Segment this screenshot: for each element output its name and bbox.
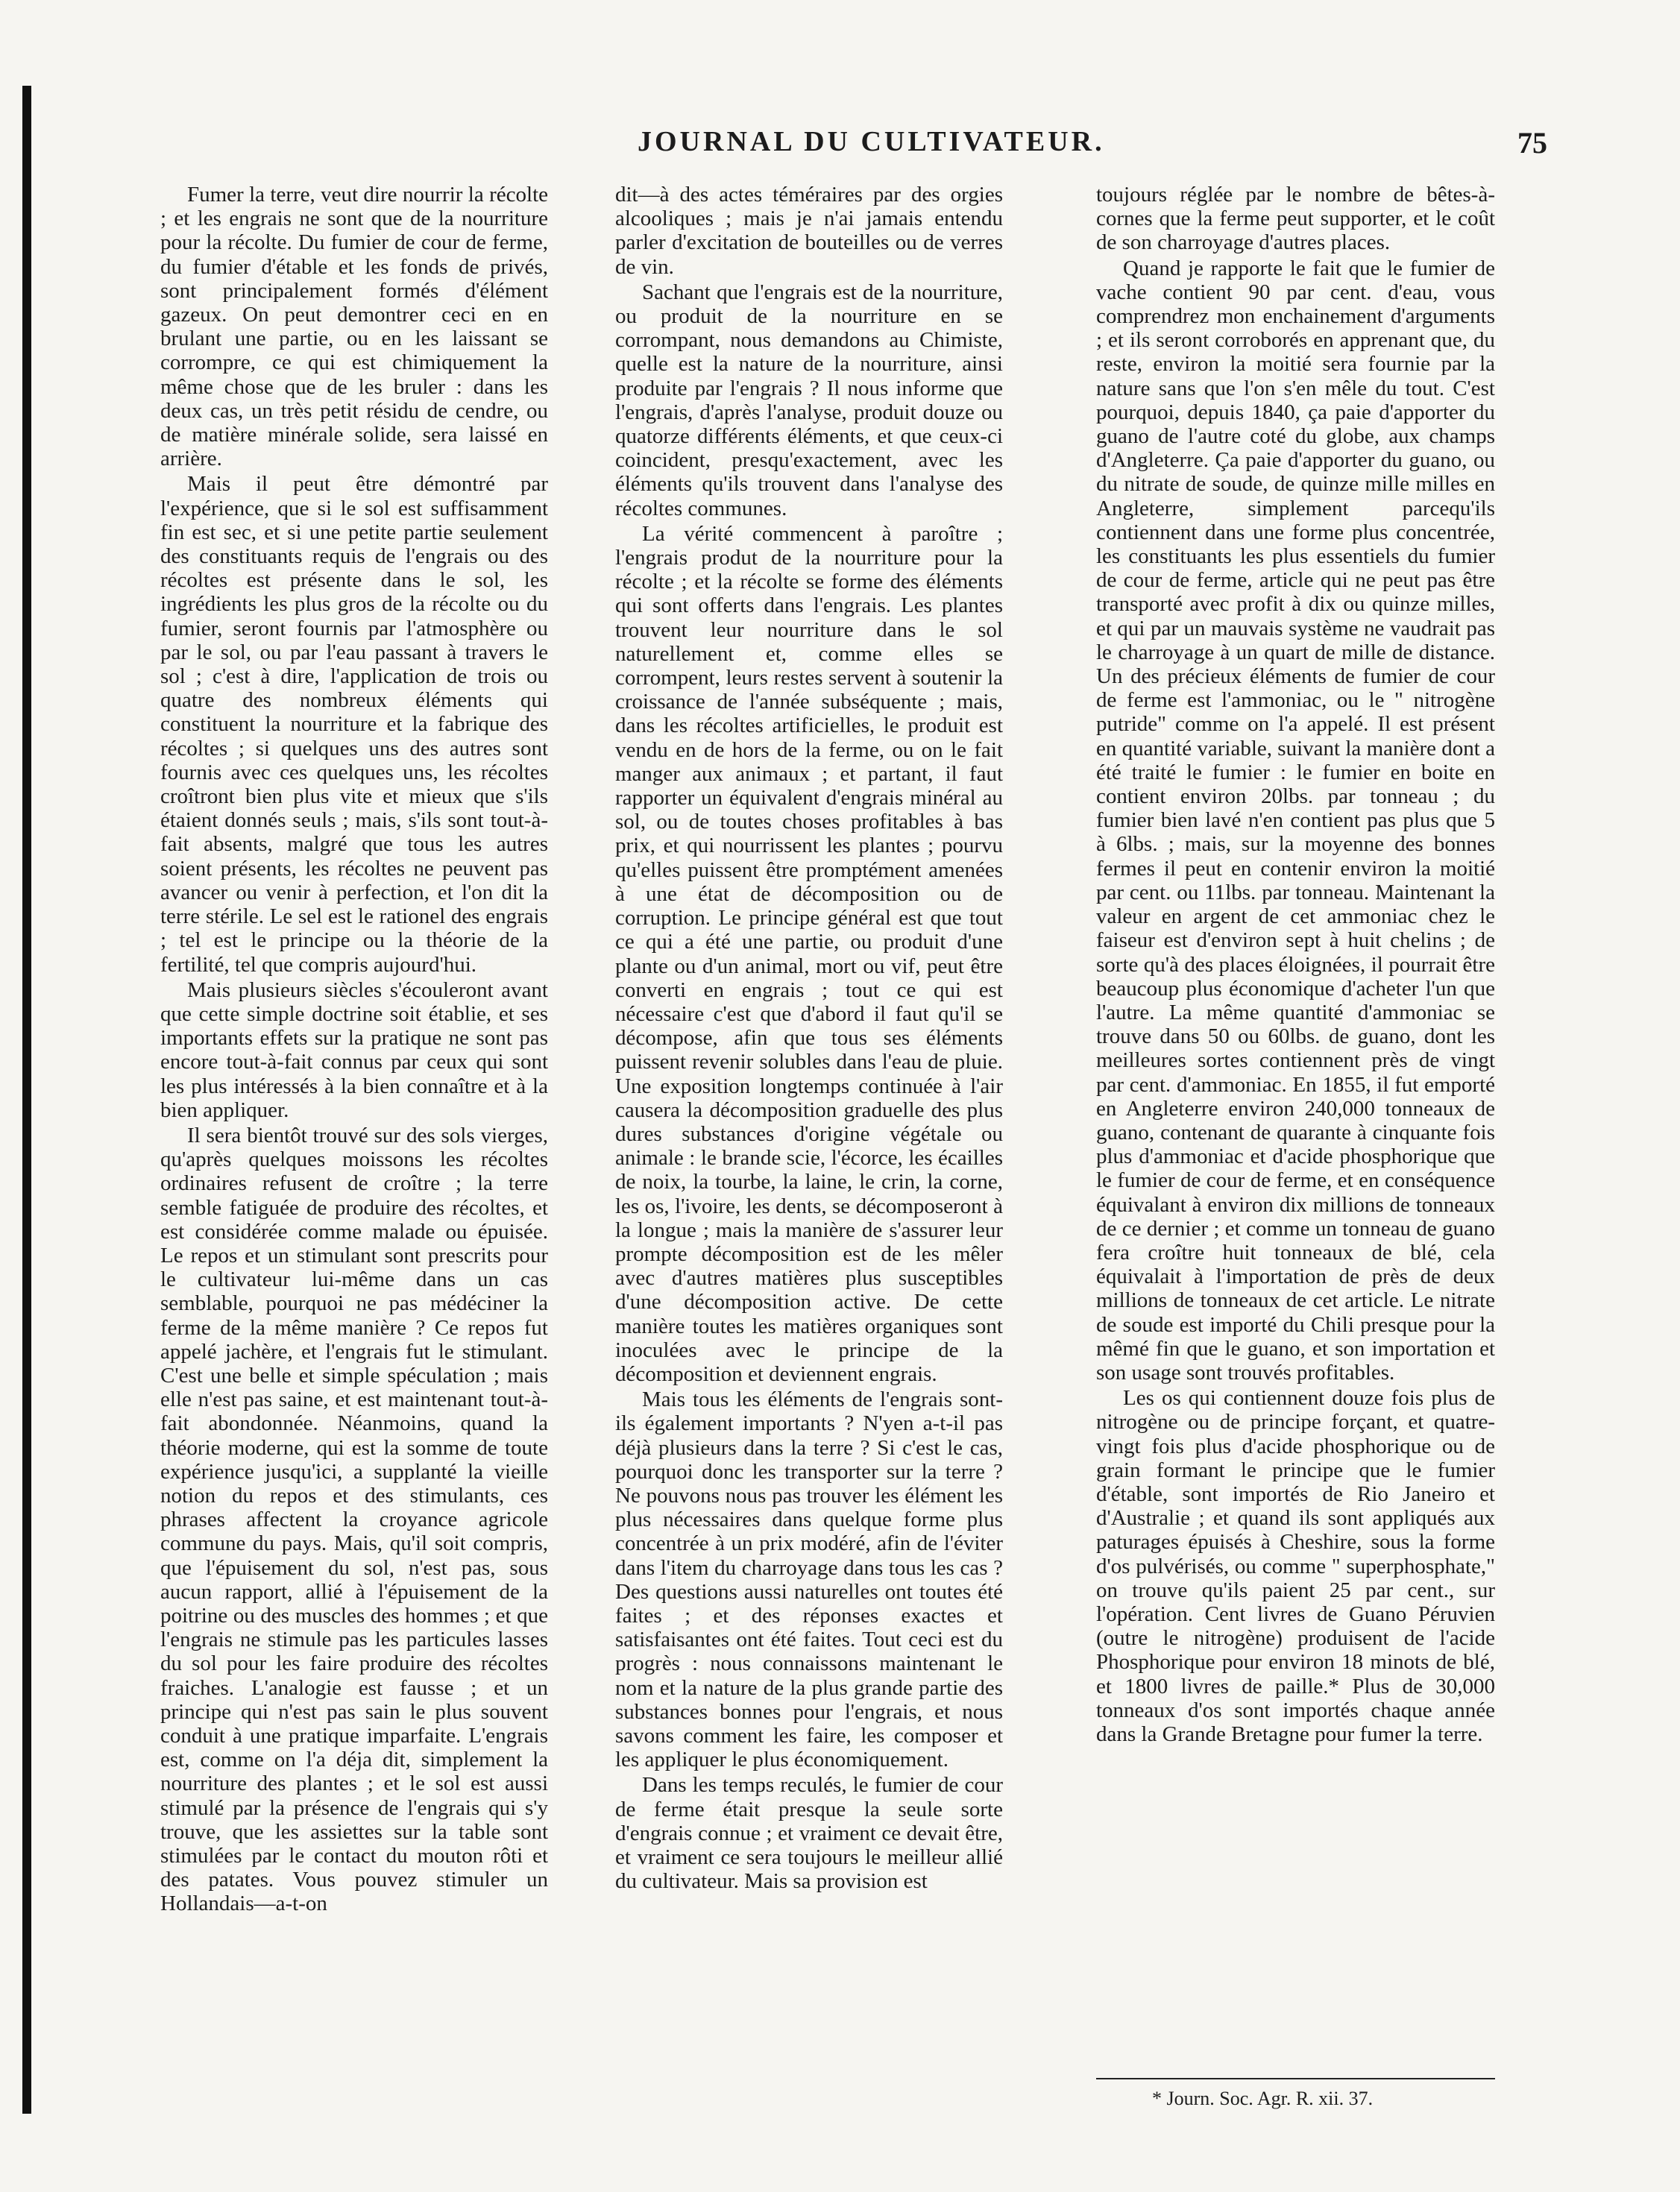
- paragraph: Quand je rapporte le fait que le fumier de vache contient 90 par cent. d'eau, vous comprendrez mon enchainement d'arguments ; et ils seront corroborés en apprenant que, du reste, environ la moitié sera fournie par la nature sans que l'on s'en mêle du tout. C'est pourquoi, depuis 1840, ça paie d'apporter du guano de l'autre coté du globe, aux champs d'Angleterre. Ça paie d'apporter du guano, ou du nitrate de soude, de quinze mille milles en Angleterre, simplement parcequ'ils contiennent dans une forme plus concentrée, les constituants les plus essentiels du fumier de cour de ferme, article qui ne peut pas être transporté avec profit à dix ou quinze milles, et qui par un mauvais système ne vaudrait pas le charroyage à un quart de mille de distance. Un des précieux éléments de fumier de cour de ferme est l'ammoniac, ou le " nitrogène putride" comme on l'a appelé. Il est présent en quantité variable, suivant la manière dont a été traité le fumier : le fumier en boite en contient environ 20lbs. par tonneau ; du fumier bien lavé n'en contient pas plus que 5 à 6lbs. ; mais, sur la moyenne des bonnes fermes il peut en contenir environ la moitié par cent. ou 11lbs. par tonneau. Maintenant la valeur en argent de cet ammoniac chez le faiseur est d'environ sept à huit chelins ; de sorte qu'à des places éloignées, il pourrait être beaucoup plus économique d'acheter l'un que l'autre. La même quantité d'ammoniac se trouve dans 50 ou 60lbs. de guano, dont les meilleures sortes contiennent près de vingt par cent. d'ammoniac. En 1855, il fut emporté en Angleterre environ 240,000 tonneaux de guano, contenant de quarante à cinquante fois plus d'ammoniac et d'acide phosphorique que le fumier de cour de ferme, et en conséquence équivalant à environ dix millions de tonneaux de ce dernier ; et comme un tonneau de guano fera croître huit tonneaux de blé, cela équivalait à l'importation de près de deux millions de tonneaux de cet article. Le nitrate de soude est importé du Chili presque pour la mêmé fin que le guano, et son importation et son usage sont trouvés profitables.: [1096, 256, 1495, 1385]
- paragraph: Il sera bientôt trouvé sur des sols vierges, qu'après quelques moissons les récoltes ordinaires refusent de croître ; la terre semble fatiguée de produire des récoltes, et est considérée comme malade ou épuisée. Le repos et un stimulant sont prescrits pour le cultivateur lui-même dans un cas semblable, pourquoi ne pas médéciner la ferme de la même manière ? Ce repos fut appelé jachère, et l'engrais fut le stimulant. C'est une belle et simple spéculation ; mais elle n'est pas saine, et est maintenant tout-à-fait abondonnée. Néanmoins, quand la théorie moderne, qui est la somme de toute expérience jusqu'ici, a supplanté la vieille notion du repos et des stimulants, ces phrases affectent la croyance agricole commune du pays. Mais, qu'il soit compris, que l'épuisement du sol, n'est pas, sous aucun rapport, allié à l'épuisement de la poitrine ou des muscles des hommes ; et que l'engrais ne stimule pas les particules lasses du sol pour les faire produire des récoltes fraiches. L'analogie est fausse ; et un principe qui n'est pas sain le plus souvent conduit à une pratique imparfaite. L'engrais est, comme on l'a déja dit, simplement la nourriture des plantes ; et le sol est aussi stimulé par la présence de l'engrais qui s'y trouve, que les assiettes sur la table sont stimulées par le contact du mouton rôti et des patates. Vous pouvez stimuler un Hollandais—a-t-on: [160, 1123, 548, 1916]
- paragraph: toujours réglée par le nombre de bêtes-à-cornes que la ferme peut supporter, et le coût de son charroyage d'autres places.: [1096, 183, 1495, 255]
- paragraph: Les os qui contiennent douze fois plus de nitrogène ou de principe forçant, et quatre-vingt fois plus d'acide phosphorique ou de grain formant le principe que le fumier d'étable, sont importés de Rio Janeiro et d'Australie ; et quand ils sont appliqués aux paturages épuisés à Cheshire, sous la forme d'os pulvérisés, ou comme " superphosphate," on trouve qu'ils paient 25 par cent., sur l'opération. Cent livres de Guano Péruvien (outre le nitrogène) produisent de l'acide Phosphorique pour environ 18 minots de blé, et 1800 livres de paille.* Plus de 30,000 tonneaux d'os sont importés chaque année dans la Grande Bretagne pour fumer la terre.: [1096, 1386, 1495, 1746]
- text-column-2: [615, 183, 1003, 1895]
- paragraph: La vérité commencent à paroître ; l'engrais produt de la nourriture pour la récolte ; et la récolte se forme des éléments qui sont offerts dans l'engrais. Les plantes trouvent leur nourriture dans le sol naturellement et, comme elles se corrompent, leurs restes servent à soutenir la croissance de l'année subséquente ; mais, dans les récoltes artificielles, le produit est vendu en de hors de la ferme, ou on le fait manger aux animaux ; et partant, il faut rapporter un équivalent d'engrais minéral au sol, ou de toutes choses profitables à bas prix, et qui nourrissent les plantes ; pourvu qu'elles puissent être promptément amenées à une état de décomposition ou de corruption. Le principe général est que tout ce qui a été une partie, ou produit d'une plante ou d'un animal, mort ou vif, peut être converti en engrais ; tout ce qui est nécessaire c'est que d'abord il faut qu'il se décompose, afin que tous ses éléments puissent revenir solubles dans l'eau de pluie. Une exposition longtemps continuée à l'air causera la décomposition graduelle des plus dures substances d'origine végétale ou animale : le brande scie, l'écorce, les écailles de noix, la tourbe, la laine, le crin, la corne, les os, l'ivoire, les dents, se décomposeront à la longue ; mais la manière de s'assurer leur prompte décomposition est de les mêler avec d'autres matières plus susceptibles d'une décomposition active. De cette manière toutes les matières organiques sont inoculées avec le principe de la décomposition et deviennent engrais.: [615, 521, 1003, 1386]
- page-number: 75: [1517, 126, 1547, 160]
- paragraph: Dans les temps reculés, le fumier de cour de ferme était presque la seule sorte d'engrais connue ; et vraiment ce devait être, et vraiment ce sera toujours le meilleur allié du cultivateur. Mais sa provision est: [615, 1773, 1003, 1894]
- paragraph: Sachant que l'engrais est de la nourriture, ou produit de la nourriture en se corrompant, nous demandons au Chimiste, quelle est la nature de la nourriture, ainsi produite par l'engrais ? Il nous informe que l'engrais, d'après l'analyse, produit douze ou quatorze différents éléments, et que ceux-ci coincident, presqu'exactement, avec les éléments qu'ils trouvent dans l'analyse des récoltes communes.: [615, 280, 1003, 520]
- paragraph: Mais il peut être démontré par l'expérience, que si le sol est suffisamment fin est sec, et si une petite partie seulement des constituants requis de l'engrais ou des récoltes est présente dans le sol, les ingrédients les plus gros de la récolte ou du fumier, seront fournis par l'atmosphère ou par le sol, ou par l'eau passant à travers le sol ; c'est à dire, l'application de trois ou quatre des nombreux éléments qui constituent la nourriture et la fabrique des récoltes ; si quelques uns des autres sont fournis avec ces quelques uns, les récoltes croîtront bien plus vite et mieux que s'ils étaient donnés seuls ; mais, s'ils sont tout-à-fait absents, malgré que tous les autres soient présents, les récoltes ne peuvent pas avancer ou venir à perfection, et l'on dit la terre stérile. Le sel est le rationel des engrais ; tel est le principe ou la théorie de la fertilité, tel que compris aujourd'hui.: [160, 472, 548, 977]
- text-column-1: [160, 183, 548, 1918]
- paragraph: Mais tous les éléments de l'engrais sont-ils également importants ? N'yen a-t-il pas déjà plusieurs dans la terre ? Si c'est le cas, pourquoi donc les transporter sur la terre ? Ne pouvons nous pas trouver les élément les plus nécessaires dans quelque forme plus concentrée à un prix modéré, afin de l'éviter dans l'item du charroyage dans tous les cas ? Des questions aussi naturelles ont toutes été faites ; et des réponses exactes et satisfaisantes ont été faites. Tout ceci est du progrès : nous connaissons maintenant le nom et la nature de la plus grande partie des substances bonnes pour l'engrais, et nous savons comment les faire, les composer et les appliquer le plus économiquement.: [615, 1388, 1003, 1772]
- footnote: * Journ. Soc. Agr. R. xii. 37.: [1152, 2088, 1374, 2109]
- running-title: JOURNAL DU CULTIVATEUR.: [638, 126, 1105, 157]
- text-column-3: [1096, 183, 1495, 1748]
- footnote-rule: [1096, 2078, 1495, 2079]
- paragraph: Mais plusieurs siècles s'écouleront avant que cette simple doctrine soit établie, et ses importants effets sur la pratique ne sont pas encore tout-à-fait connus par ceux qui sont les plus intéressés à la bien connaître et à la bien appliquer.: [160, 977, 548, 1122]
- paragraph: dit—à des actes téméraires par des orgies alcooliques ; mais je n'ai jamais entendu parler d'excitation de bouteilles ou de verres de vin.: [615, 183, 1003, 279]
- paragraph: Fumer la terre, veut dire nourrir la récolte ; et les engrais ne sont que de la nourriture pour la récolte. Du fumier de cour de ferme, du fumier d'étable et les fonds de privés, sont principalement formés d'élément gazeux. On peut demontrer ceci en en brulant une partie, ou en les laissant se corrompre, ce qui est chimiquement la même chose que de les bruler : dans les deux cas, un très petit résidu de cendre, ou de matière minérale solide, sera laissé en arrière.: [160, 183, 548, 471]
- page-header: [0, 125, 1680, 170]
- binding-edge: [22, 86, 31, 2114]
